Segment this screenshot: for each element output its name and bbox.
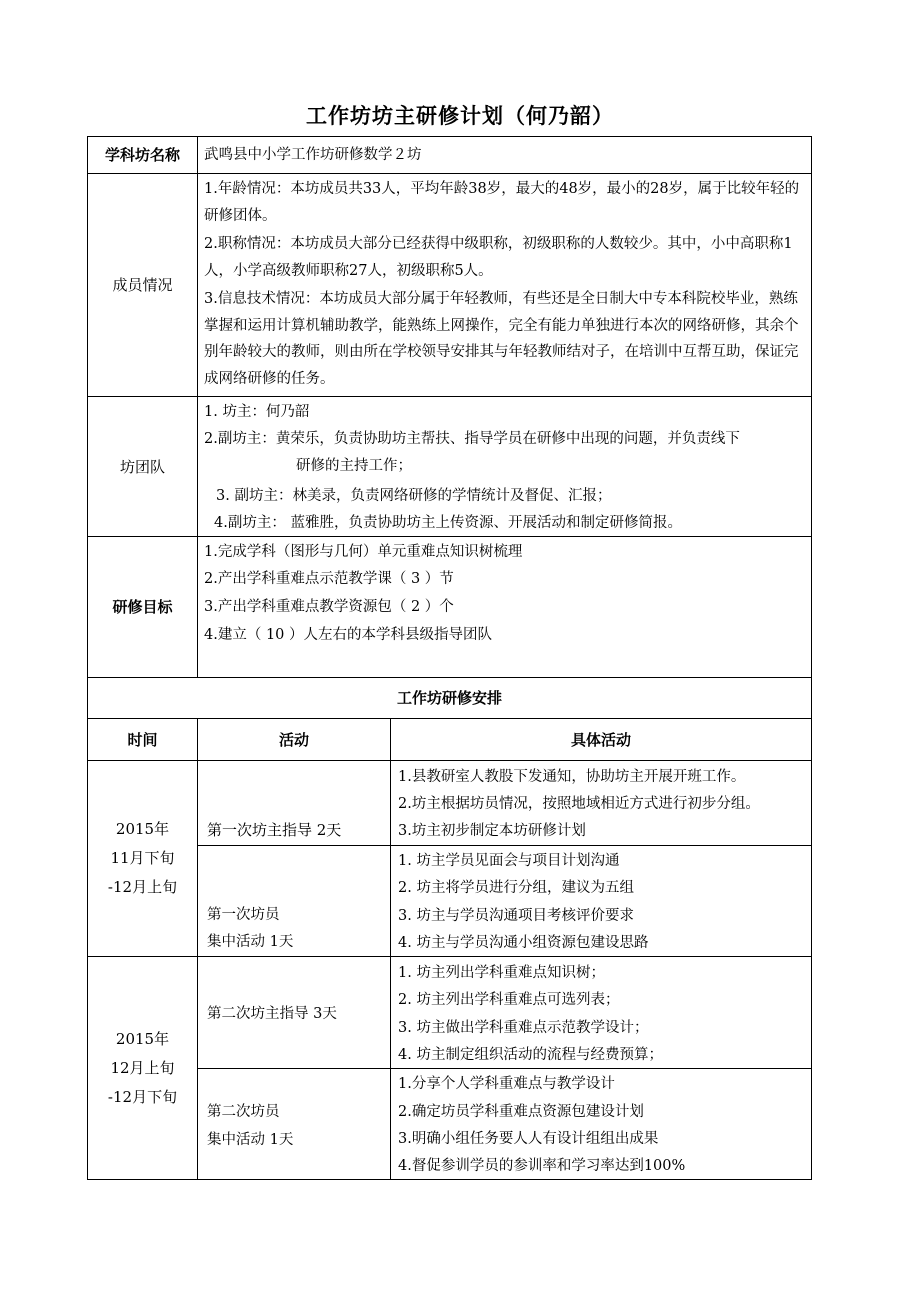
detail-item: 2.确定坊员学科重难点资源包建设计划 bbox=[398, 1104, 644, 1120]
detail-item: 1. 坊主学员见面会与项目计划沟通 bbox=[398, 853, 620, 869]
column-header-details: 具体活动 bbox=[570, 730, 631, 749]
members-item: 2.职称情况：本坊成员大部分已经获得中级职称，初级职称的人数较少。其中，小中高职称1人，小学高级教师职称27人，初级职称5人。 bbox=[204, 236, 793, 279]
team-item: 研修的主持工作； bbox=[296, 458, 412, 474]
subject-label: 学科坊名称 bbox=[104, 146, 180, 164]
team-item: 1. 坊主：何乃韶 bbox=[204, 404, 310, 420]
detail-item: 3. 坊主做出学科重难点示范教学设计； bbox=[398, 1020, 649, 1036]
team-label: 坊团队 bbox=[119, 457, 165, 476]
members-label: 成员情况 bbox=[112, 276, 173, 294]
subject-value: 武鸣县中小学工作坊研修数学２坊 bbox=[204, 147, 422, 163]
goal-item: 4.建立（ 10 ）人左右的本学科县级指导团队 bbox=[204, 627, 493, 643]
team-item: 2.副坊主：黄荣乐，负责协助坊主帮扶、指导学员在研修中出现的问题，并负责线下 bbox=[204, 431, 740, 447]
detail-item: 1.县教研室人教股下发通知，协助坊主开展开班工作。 bbox=[398, 769, 746, 785]
detail-item: 4. 坊主制定组织活动的流程与经费预算； bbox=[398, 1047, 663, 1063]
goal-item: 3.产出学科重难点教学资源包（ 2 ）个 bbox=[204, 599, 454, 615]
detail-item: 1.分享个人学科重难点与教学设计 bbox=[398, 1076, 615, 1092]
detail-item: 2.坊主根据坊员情况，按照地域相近方式进行初步分组。 bbox=[398, 796, 760, 812]
detail-item: 4. 坊主与学员沟通小组资源包建设思路 bbox=[398, 935, 649, 951]
goals-label: 研修目标 bbox=[112, 598, 173, 616]
members-item: 3.信息技术情况：本坊成员大部分属于年轻教师，有些还是全日制大中专本科院校毕业，熟练掌握和运用计算机辅助教学，能熟练上网操作，完全有能力单独进行本次的网络研修，其余个别年龄较大的教师，则由所在学校领导安排其与年轻教师结对子，在培训中互帮互助，保证完成网络研修的任务。 bbox=[204, 291, 799, 387]
activity-name: 第一次坊主指导 2天 bbox=[207, 821, 342, 839]
period-time: 2015年 11月下旬 -12月上旬 bbox=[107, 820, 178, 896]
activity-name: 第二次坊主指导 3天 bbox=[207, 1006, 337, 1022]
column-header-time: 时间 bbox=[127, 730, 158, 749]
detail-item: 3.明确小组任务要人人有设计组组出成果 bbox=[398, 1131, 659, 1147]
team-item: 4.副坊主： 蓝雅胜，负责协助坊主上传资源、开展活动和制定研修简报。 bbox=[214, 515, 682, 531]
activity-name: 第二次坊员 集中活动 1天 bbox=[207, 1104, 294, 1148]
page-title: 工作坊坊主研修计划（何乃韶） bbox=[306, 104, 614, 128]
goal-item: 2.产出学科重难点示范教学课（ 3 ）节 bbox=[204, 571, 454, 587]
detail-item: 2. 坊主将学员进行分组，建议为五组 bbox=[398, 880, 634, 896]
detail-item: 2. 坊主列出学科重难点可选列表； bbox=[398, 992, 620, 1008]
schedule-heading: 工作坊研修安排 bbox=[396, 689, 502, 707]
detail-item: 3. 坊主与学员沟通项目考核评价要求 bbox=[398, 908, 634, 924]
members-item: 1.年龄情况：本坊成员共33人，平均年龄38岁，最大的48岁，最小的28岁，属于比较年轻的研修团体。 bbox=[204, 181, 800, 224]
team-item: 3. 副坊主：林美录，负责网络研修的学情统计及督促、汇报； bbox=[216, 488, 612, 504]
detail-item: 1. 坊主列出学科重难点知识树； bbox=[398, 965, 605, 981]
goal-item: 1.完成学科（图形与几何）单元重难点知识树梳理 bbox=[204, 544, 523, 560]
column-header-activity: 活动 bbox=[278, 730, 309, 749]
activity-name: 第一次坊员 集中活动 1天 bbox=[207, 907, 294, 950]
detail-item: 4.督促参训学员的参训率和学习率达到100% bbox=[398, 1158, 686, 1174]
period-time: 2015年 12月上旬 -12月下旬 bbox=[107, 1029, 178, 1106]
detail-item: 3.坊主初步制定本坊研修计划 bbox=[398, 823, 586, 839]
